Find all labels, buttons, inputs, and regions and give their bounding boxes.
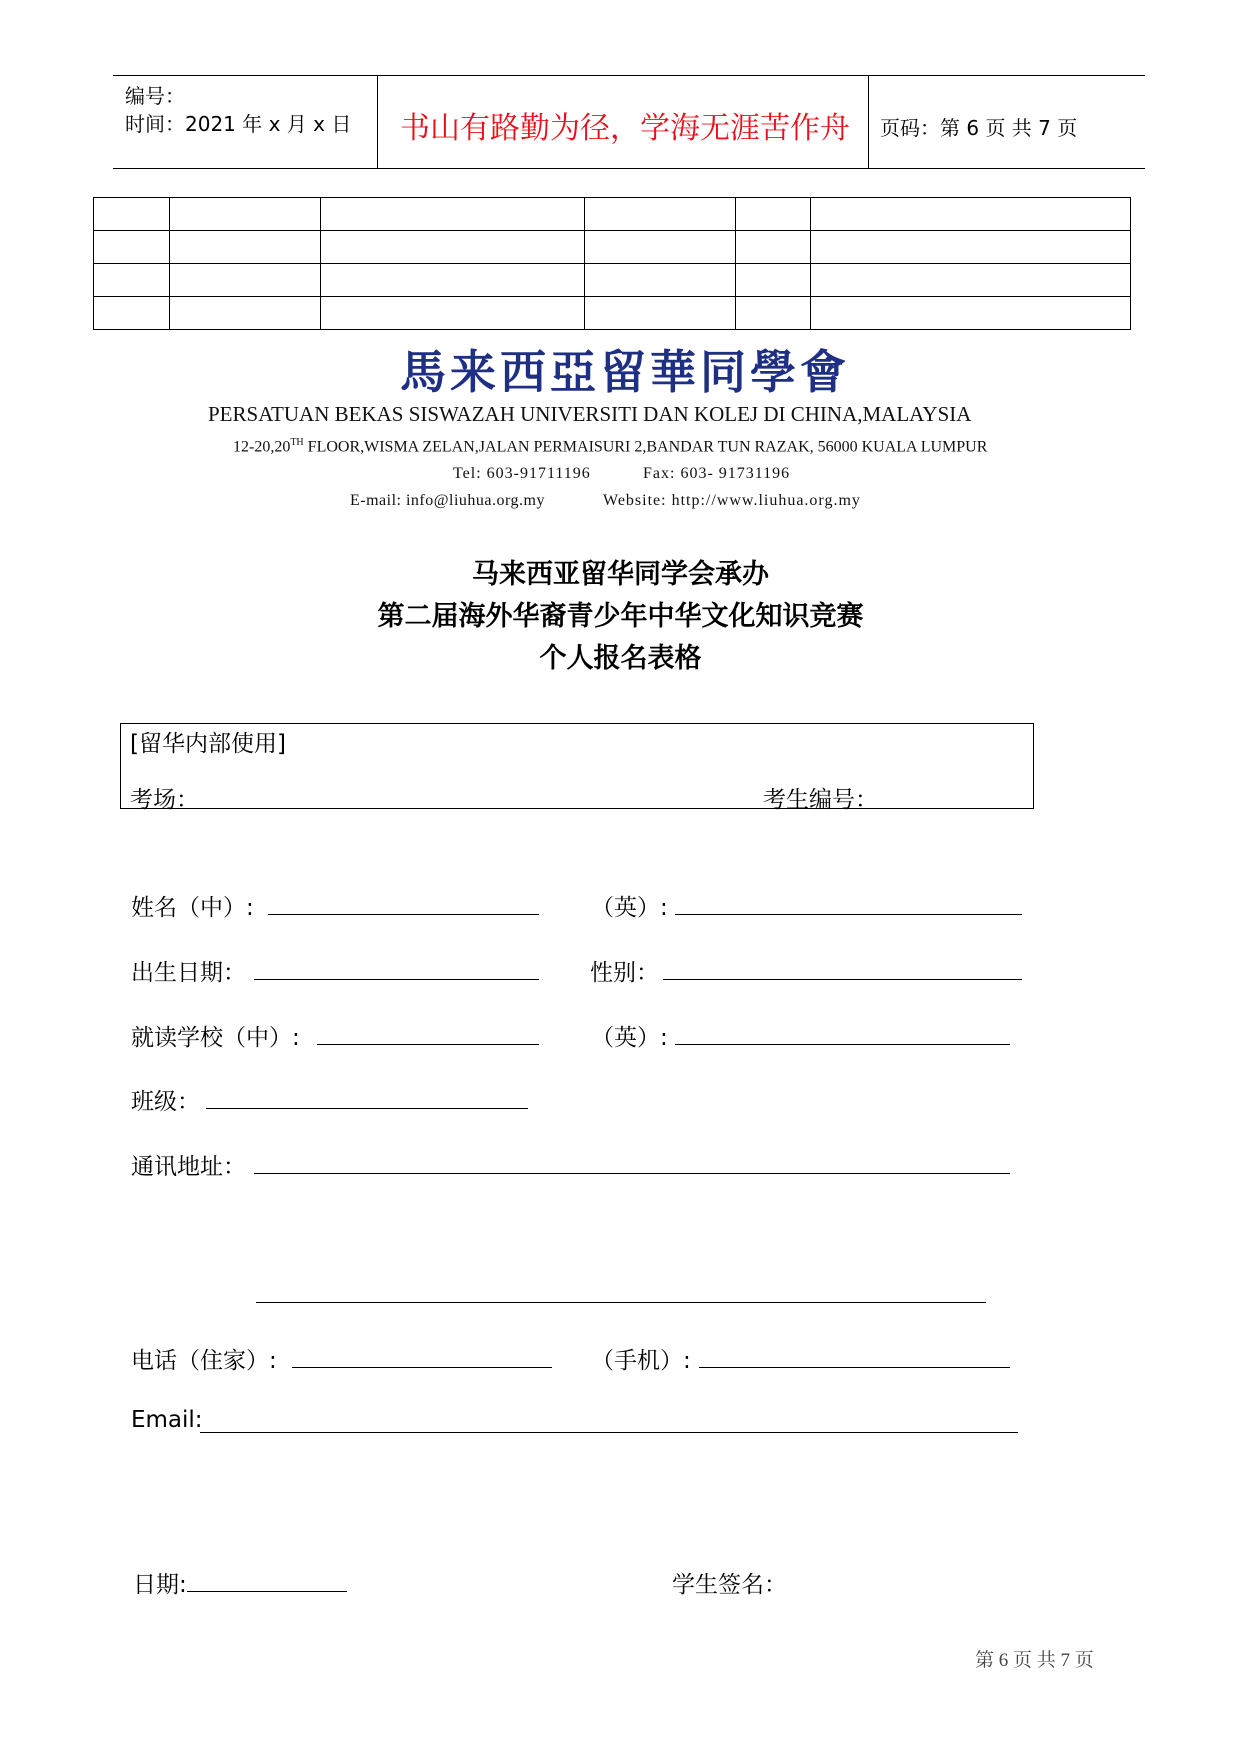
name-cn-field[interactable] — [268, 914, 539, 915]
table-row — [94, 231, 1131, 264]
dob-field[interactable] — [254, 979, 539, 980]
address-field-line-1[interactable] — [254, 1173, 1010, 1174]
org-email: E-mail: info@liuhua.org.my — [350, 492, 545, 509]
table-row — [94, 198, 1131, 231]
name-cn-label: 姓名（中）: — [131, 895, 254, 921]
title-line-2: 第二届海外华裔青少年中华文化知识竞赛 — [377, 601, 864, 632]
gender-field[interactable] — [663, 979, 1022, 980]
blank-table — [93, 197, 1131, 330]
header-time-label: 时间：2021 年 x 月 x 日 — [125, 112, 352, 136]
table-row — [94, 297, 1131, 330]
org-tel: Tel: 603-91711196 — [453, 465, 591, 482]
name-en-label: （英）: — [591, 895, 668, 921]
school-cn-label: 就读学校（中）: — [131, 1025, 300, 1051]
title-line-3: 个人报名表格 — [539, 643, 702, 674]
header-page-code: 页码：第 6 页 共 7 页 — [880, 116, 1078, 140]
signature-label: 学生签名： — [672, 1572, 787, 1598]
phone-mobile-field[interactable] — [699, 1367, 1010, 1368]
school-en-field[interactable] — [675, 1044, 1010, 1045]
header-top-rule — [113, 75, 1145, 76]
org-fax: Fax: 603- 91731196 — [643, 465, 791, 482]
class-label: 班级： — [131, 1089, 200, 1115]
address-field-line-2[interactable] — [256, 1302, 986, 1303]
date-label: 日期: — [133, 1572, 187, 1598]
association-logo: 馬来西亞留華同學會 — [400, 345, 850, 399]
org-website: Website: http://www.liuhua.org.my — [603, 492, 861, 509]
phone-home-field[interactable] — [292, 1367, 552, 1368]
table-row — [94, 264, 1131, 297]
header-number-label: 编号： — [125, 84, 185, 108]
header-divider-left — [377, 75, 378, 168]
name-en-field[interactable] — [675, 914, 1022, 915]
dob-label: 出生日期： — [131, 960, 246, 986]
title-line-1: 马来西亚留华同学会承办 — [472, 559, 769, 590]
school-en-label: （英）: — [591, 1025, 668, 1051]
school-cn-field[interactable] — [317, 1044, 539, 1045]
email-field[interactable] — [200, 1432, 1018, 1433]
phone-home-label: 电话（住家）: — [131, 1348, 277, 1374]
org-name: PERSATUAN BEKAS SISWAZAH UNIVERSITI DAN KOLEJ DI CHINA,MALAYSIA — [208, 402, 972, 426]
phone-mobile-label: （手机）: — [591, 1348, 691, 1374]
org-address: 12-20,20TH FLOOR,WISMA ZELAN,JALAN PERMAISURI 2,BANDAR TUN RAZAK, 56000 KUALA LUMPUR — [233, 437, 988, 456]
header-bottom-rule — [113, 168, 1145, 169]
internal-use-heading: [留华内部使用] — [130, 731, 286, 757]
gender-label: 性别： — [590, 960, 659, 986]
class-field[interactable] — [206, 1108, 528, 1109]
email-label: Email: — [131, 1407, 203, 1433]
footer-page-number: 第 6 页 共 7 页 — [975, 1650, 1094, 1671]
candidate-number-label: 考生编号： — [763, 787, 878, 813]
address-label: 通讯地址： — [131, 1154, 246, 1180]
venue-label: 考场： — [130, 787, 199, 813]
header-motto: 书山有路勤为径，学海无涯苦作舟 — [400, 111, 850, 146]
header-divider-right — [868, 75, 869, 168]
date-field[interactable] — [187, 1591, 347, 1592]
